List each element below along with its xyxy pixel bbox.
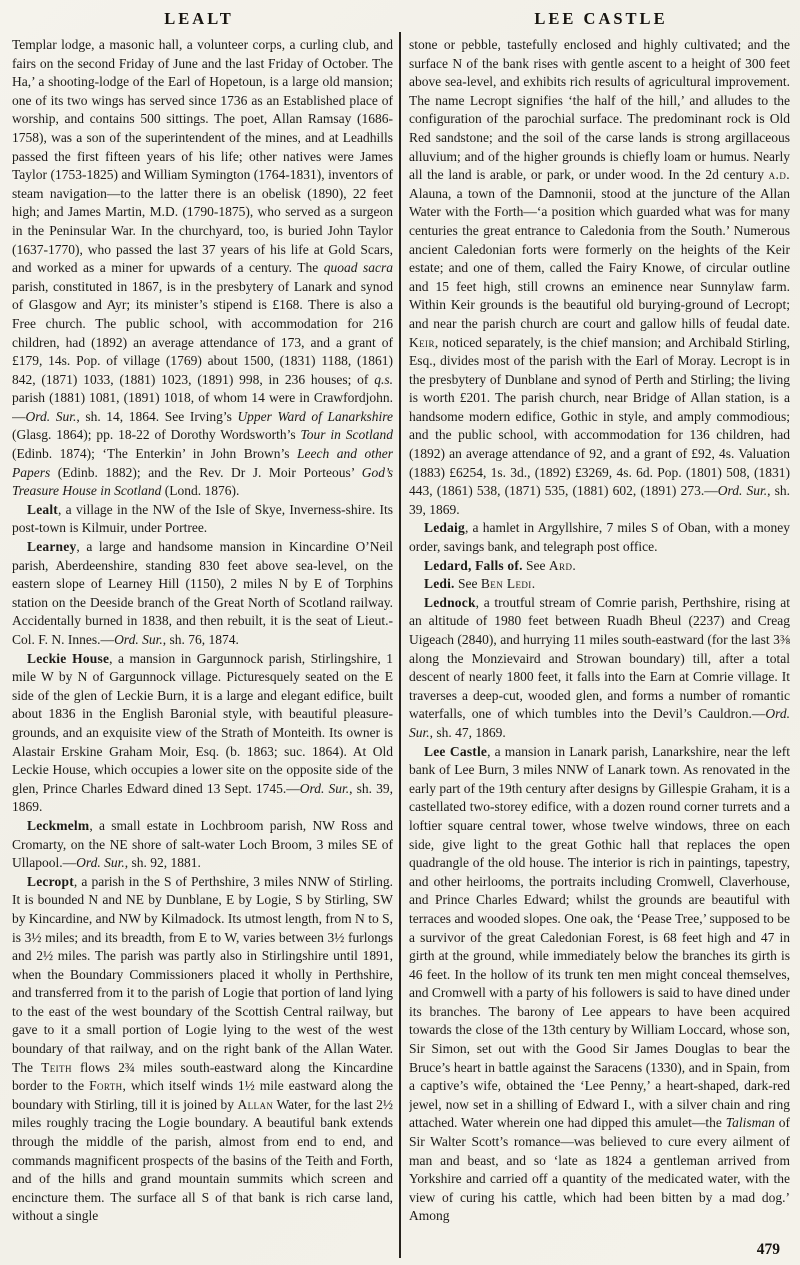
entry-paragraph: Lecropt, a parish in the S of Perthshire, 3 miles NNW of Stirling. It is bounded N and NE by Dunblane, E by Logie, S by Stirling, SW by Kincardine, and NW by Kilmadock. Its utmost length, from N to S, is 3½ miles; and its breadth, from E to W, varies between 3½ furlongs and 2½ miles. The parish was partly also in Stirlingshire until 1891, when the Boundary Commissioners placed it wholly in Perthshire, and transferred from it to the parish of Logie that portion of land lying to the east of the west boundary of the Scottish Central railway, but gave to it a small portion of Logie lying to the west of the west boundary of that railway, and on the right bank of the Allan Water. The Teith flows 2¾ miles south-eastward along the Kincardine border to the Forth, which itself winds 1½ mile eastward along the boundary with Stirling, till it is joined by Allan Water, for the last 2½ miles roughly tracing the Logie boundary. A beautiful bank extends through the middle of the parish, almost from end to end, and commands magnificent prospects of the basins of the Teith and Forth, and of the hills and grand mountain summits which screen and encincture them. The surface all S of that bank is rich carse land, without a single [12, 873, 393, 1224]
running-head-left: LEALT [164, 9, 234, 28]
running-head-right: LEE CASTLE [534, 9, 668, 28]
entry-paragraph: stone or pebble, tastefully enclosed and highly cultivated; and the surface N of the bank rises with gentle ascent to a height of 300 feet above sea-level, and exhibits rich results of agricultural improvement. The name Lecropt signifies ‘the half of the hill,’ and alludes to the configuration of the parochial surface. The predominant rock is Old Red sandstone; and the soil of the carse lands is strong argillaceous alluvium; and of the higher grounds is chiefly loam or humus. Nearly all the land is arable, or park, or under wood. In the 2d century a.d. Alauna, a town of the Damnonii, stood at the juncture of the Allan Water with the Forth—‘a position which guarded what was for many centuries the great entrance to Caledonia from the South.’ Numerous ancient Caledonian forts were formerly on the heights of the Keir estate; and one of them, called the Fairy Knowe, of circular outline and 15 feet high, still crowns an eminence near Sunnylaw farm. Within Keir grounds is the beautiful old burying-ground of Lecropt; and near the parish church are court and gallow hills of feudal date. Keir, noticed separately, is the chief mansion; and Archibald Stirling, Esq., divides most of the parish with the Earl of Moray. Lecropt is in the presbytery of Dunblane and synod of Perth and Stirling; the living is worth £201. The parish church, near Bridge of Allan station, is a handsome modern edifice, Gothic in style, and amply commodious; and the public school, with accommodation for 136 children, had (1892) an average attendance of 92, and a grant of £92, 4s. Valuation (1883) £6254, 1s. 3d., (1892) £3269, 4s. 6d. Pop. (1801) 508, (1831) 443, (1861) 538, (1871) 535, (1881) 602, (1891) 273.—Ord. Sur., sh. 39, 1869. [409, 37, 790, 517]
entry-paragraph: Ledaig, a hamlet in Argyllshire, 7 miles S of Oban, with a money order, savings bank, and telegraph post office. [409, 520, 790, 555]
entry-paragraph: Lealt, a village in the NW of the Isle of Skye, Inverness-shire. Its post-town is Kilmuir, under Portree. [12, 501, 393, 536]
column-divider-rule [399, 32, 401, 1258]
entry-paragraph: Ledard, Falls of. See Ard. [424, 557, 576, 573]
entry-paragraph: Learney, a large and handsome mansion in Kincardine O’Neil parish, Aberdeenshire, standing 830 feet above sea-level, on the eastern slope of Learney Hill (1150), 2 miles N by E of Torphins station on the Deeside branch of the Great North of Scotland railway. Accidentally burned in 1838, and then rebuilt, it is the seat of Lieut.-Col. F. N. Innes.—Ord. Sur., sh. 76, 1874. [12, 539, 393, 647]
entry-paragraph: Templar lodge, a masonic hall, a volunteer corps, a curling club, and fairs on the second Friday of June and the last Friday of October. The Ha,’ a shooting-lodge of the Earl of Hopetoun, is a large old mansion; one of its two wings has served since 1736 as an Established place of worship, and contains 500 sittings. The poet, Allan Ramsay (1686-1758), was a son of the superintendent of the mines, and at Leadhills passed the first fifteen years of his life; other natives were James Taylor (1753-1825) and William Symington (1764-1831), inventors of steam navigation—to the latter there is an obelisk (1890), 22 feet high; and James Martin, M.D. (1790-1875), who served as a surgeon in the Peninsular War. In the churchyard, too, is buried John Taylor (1637-1770), who passed the last 37 years of his life at Gold Scars, and worked as a miner for upwards of a century. The quoad sacra parish, constituted in 1867, is in the presbytery of Lanark and synod of Glasgow and Ayr; its minister’s stipend is £168. There is also a Free church. The public school, with accommodation for 216 children, had (1892) an average attendance of 173, and a grant of £179, 14s. Pop. of village (1769) about 1500, (1831) 1188, (1861) 842, (1871) 1033, (1881) 1023, (1891) 998, in 236 houses; of q.s. parish (1881) 1081, (1891) 1018, of whom 14 were in Crawfordjohn.—Ord. Sur., sh. 14, 1864. See Irving’s Upper Ward of Lanarkshire (Glasg. 1864); pp. 18-22 of Dorothy Wordsworth’s Tour in Scotland (Edinb. 1874); ‘The Enterkin’ in John Brown’s Leech and other Papers (Edinb. 1882); and the Rev. Dr J. Moir Porteous’ God’s Treasure House in Scotland (Lond. 1876). [12, 37, 393, 499]
text-column-right [409, 36, 790, 1258]
entry-paragraph: Lednock, a troutful stream of Comrie parish, Perthshire, rising at an altitude of 1980 feet between Ruadh Bheul (2237) and Creag Uigeach (2840), and hurrying 11 miles south-eastward (for the last 3⅜ along the Monzievaird and Strowan boundary) till, after a total descent of nearly 1800 feet, it falls into the Earn at Comrie village. It traverses a deep-cut, wooded glen, and forms a number of romantic waterfalls, one of which tumbles into the Devil’s Cauldron.—Ord. Sur., sh. 47, 1869. [409, 594, 790, 740]
entry-paragraph: Leckie House, a mansion in Gargunnock parish, Stirlingshire, 1 mile W by N of Gargunnock village. Picturesquely seated on the E side of the glen of Leckie Burn, it is a large and elegant edifice, built about 1836 in the English Baronial style, with beautiful pleasure-grounds, and an exquisite view of the Strath of Monteith. Its owner is Alastair Erskine Graham Moir, Esq. (b. 1863; suc. 1864). At Old Leckie House, which occupies a lower site on the opposite side of the glen, Prince Charles Edward dined 13 Sept. 1745.—Ord. Sur., sh. 39, 1869. [12, 650, 393, 815]
entry-paragraph: Lee Castle, a mansion in Lanark parish, Lanarkshire, near the left bank of Lee Burn, 3 miles NNW of Lanark town. As renovated in the early part of the 19th century after designs by Gillespie Graham, it is a castellated two-storey edifice, with a dozen round corner turrets and a loftier square central tower, whose twelve windows, three on each side, give light to the great Gothic hall that replaces the open quadrangle of the old house. The interior is rich in paintings, tapestry, and other heirlooms, the portraits including Cromwell, Claverhouse, and Prince Charles Edward; whilst the grounds are beautiful with terraces and wooded slopes. One oak, the ‘Pease Tree,’ supposed to be a survivor of the great Caledonian Forest, is 68 feet high and 47 in girth at the ground, while immediately below the branches its girth is 46 feet. In the hollow of its trunk ten men might conceal themselves, and Cromwell with a party of his followers is said to have dined under its branches. The barony of Lee appears to have been acquired towards the close of the 13th century by William Loccard, whose son, Sir Simon, set out with the Good Sir James Douglas to bear the Bruce’s heart in battle against the Saracens (1330), and in Spain, from a captive’s wife, obtained the ‘Lee Penny,’ a heart-shaped, dark-red jewel, now set in a shilling of Edward I., with a silver chain and ring attached. Water wherein one had dipped this amulet—the Talisman of Sir Walter Scott’s romance—was believed to cure every ailment of man and beast, and so ‘late as 1824 a gentleman arrived from Yorkshire and carried off a quantity of the medicated water, with the view of curing his cattle, which had been bitten by a mad dog.’ Among [409, 743, 790, 1224]
page-number: 479 [756, 1241, 780, 1258]
entry-paragraph: Leckmelm, a small estate in Lochbroom parish, NW Ross and Cromarty, on the NE shore of salt-water Loch Broom, 3 miles SE of Ullapool.—Ord. Sur., sh. 92, 1881. [12, 817, 393, 871]
text-column-left [12, 36, 393, 1258]
entry-paragraph: Ledi. See Ben Ledi. [424, 576, 536, 592]
